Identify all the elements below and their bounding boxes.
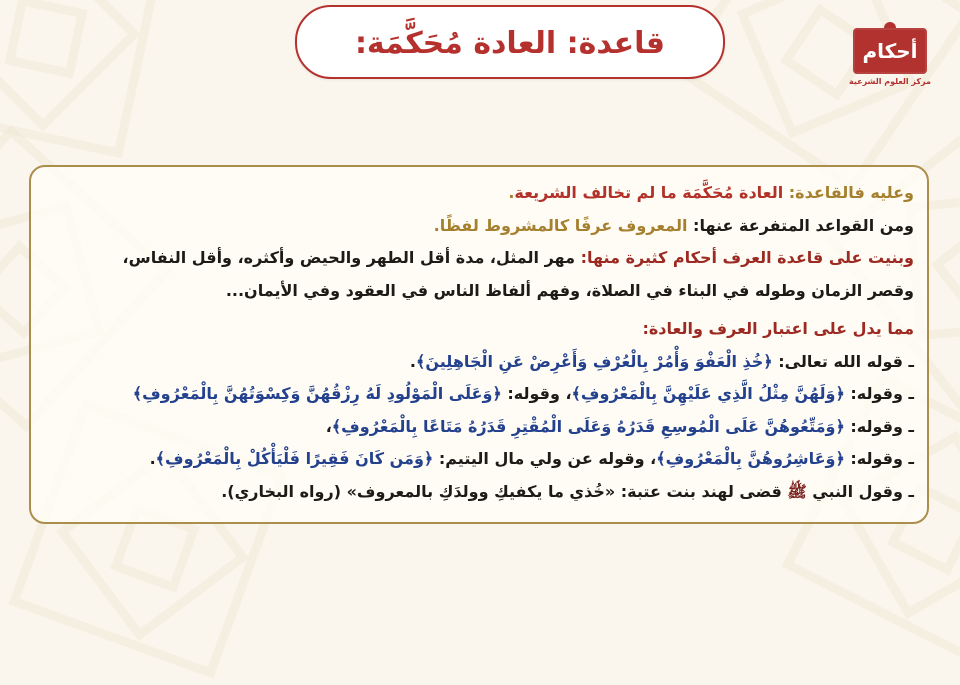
brand-logo (848, 22, 934, 87)
title-banner (296, 5, 726, 79)
text-segment: ﴿وَعَلَى الْمَوْلُودِ لَهُ رِزْقُهُنَّ وَكِسْوَتُهُنَّ بِالْمَعْرُوفِ﴾ (133, 384, 503, 403)
text-segment: ـ قوله الله تعالى: (773, 351, 915, 371)
text-segment: ﴿وَعَاشِرُوهُنَّ بِالْمَعْرُوفِ﴾ (657, 449, 846, 468)
text-segment: ـ وقوله: (845, 416, 915, 436)
content-box (30, 165, 930, 524)
text-segment: وقصر الزمان وطوله في البناء في الصلاة، وفهم ألفاظ الناس في العقود وفي الأيمان... (226, 280, 915, 300)
text-segment: ـ وقوله: (845, 384, 915, 403)
text-segment: ، (326, 416, 333, 436)
text-segment: المعروف عرفًا كالمشروط لفظًا. (434, 215, 689, 235)
text-segment: قضى لهند بنت عتبة: «خُذي ما يكفيكِ وولدَكِ بالمعروف» (رواه البخاري). (222, 481, 789, 501)
line-rulings-continued (45, 275, 915, 308)
text-segment: ـ وقوله: (845, 449, 915, 468)
logo-wordmark: أحكام (854, 28, 928, 74)
line-rulings-built-on-custom (45, 242, 915, 275)
text-segment: . (509, 183, 516, 202)
text-segment: ﷺ (788, 481, 808, 501)
text-segment: ، وقوله عن ولي مال اليتيم: (434, 449, 658, 468)
text-segment: مهر المثل، مدة أقل الطهر والحيض وأكثره، وأقل النفاس، (123, 248, 577, 267)
line-verse-2-3 (45, 378, 915, 411)
decorative-pattern (0, 0, 150, 140)
content-lines (45, 177, 915, 508)
text-segment: . (410, 351, 417, 371)
text-segment: ، وقوله: (502, 384, 573, 403)
text-segment: العادة مُحَكَّمَة ما لم تخالف الشريعة (515, 183, 785, 202)
text-segment: وبنيت على قاعدة العرف أحكام كثيرة منها: (576, 248, 915, 267)
text-segment: ﴿خُذِ الْعَفْوَ وَأْمُرْ بِالْعُرْفِ وَأَعْرِضْ عَنِ الْجَاهِلِينَ﴾ (417, 351, 774, 371)
line-hadith (45, 476, 915, 509)
line-verse-5-6 (45, 443, 915, 476)
text-segment: ﴿وَمَتِّعُوهُنَّ عَلَى الْمُوسِعِ قَدَرُهُ وَعَلَى الْمُقْتِرِ قَدَرُهُ مَتَاعًا بِالْمَعْرُوفِ﴾ (332, 416, 846, 436)
line-rule-statement (45, 177, 915, 210)
text-segment: ومن القواعد المتفرعة عنها: (688, 215, 915, 235)
text-segment: . (150, 449, 157, 468)
line-derived-rule (45, 210, 915, 243)
text-segment: ﴿وَلَهُنَّ مِثْلُ الَّذِي عَلَيْهِنَّ بِالْمَعْرُوفِ﴾ (572, 384, 846, 403)
text-segment: وعليه فالقاعدة: (784, 183, 915, 202)
line-verse-1 (45, 346, 915, 379)
text-segment: ـ وقول النبي (807, 481, 915, 501)
text-segment: مما يدل على اعتبار العرف والعادة: (643, 319, 915, 338)
page-title: قاعدة: العادة مُحَكَّمَة: (355, 26, 667, 61)
line-verse-4 (45, 411, 915, 444)
line-evidence-heading (45, 313, 915, 346)
text-segment: ﴿وَمَن كَانَ فَقِيرًا فَلْيَأْكُلْ بِالْمَعْرُوفِ﴾ (156, 449, 435, 468)
logo-subtitle: مركز العلوم الشرعية (850, 77, 932, 86)
